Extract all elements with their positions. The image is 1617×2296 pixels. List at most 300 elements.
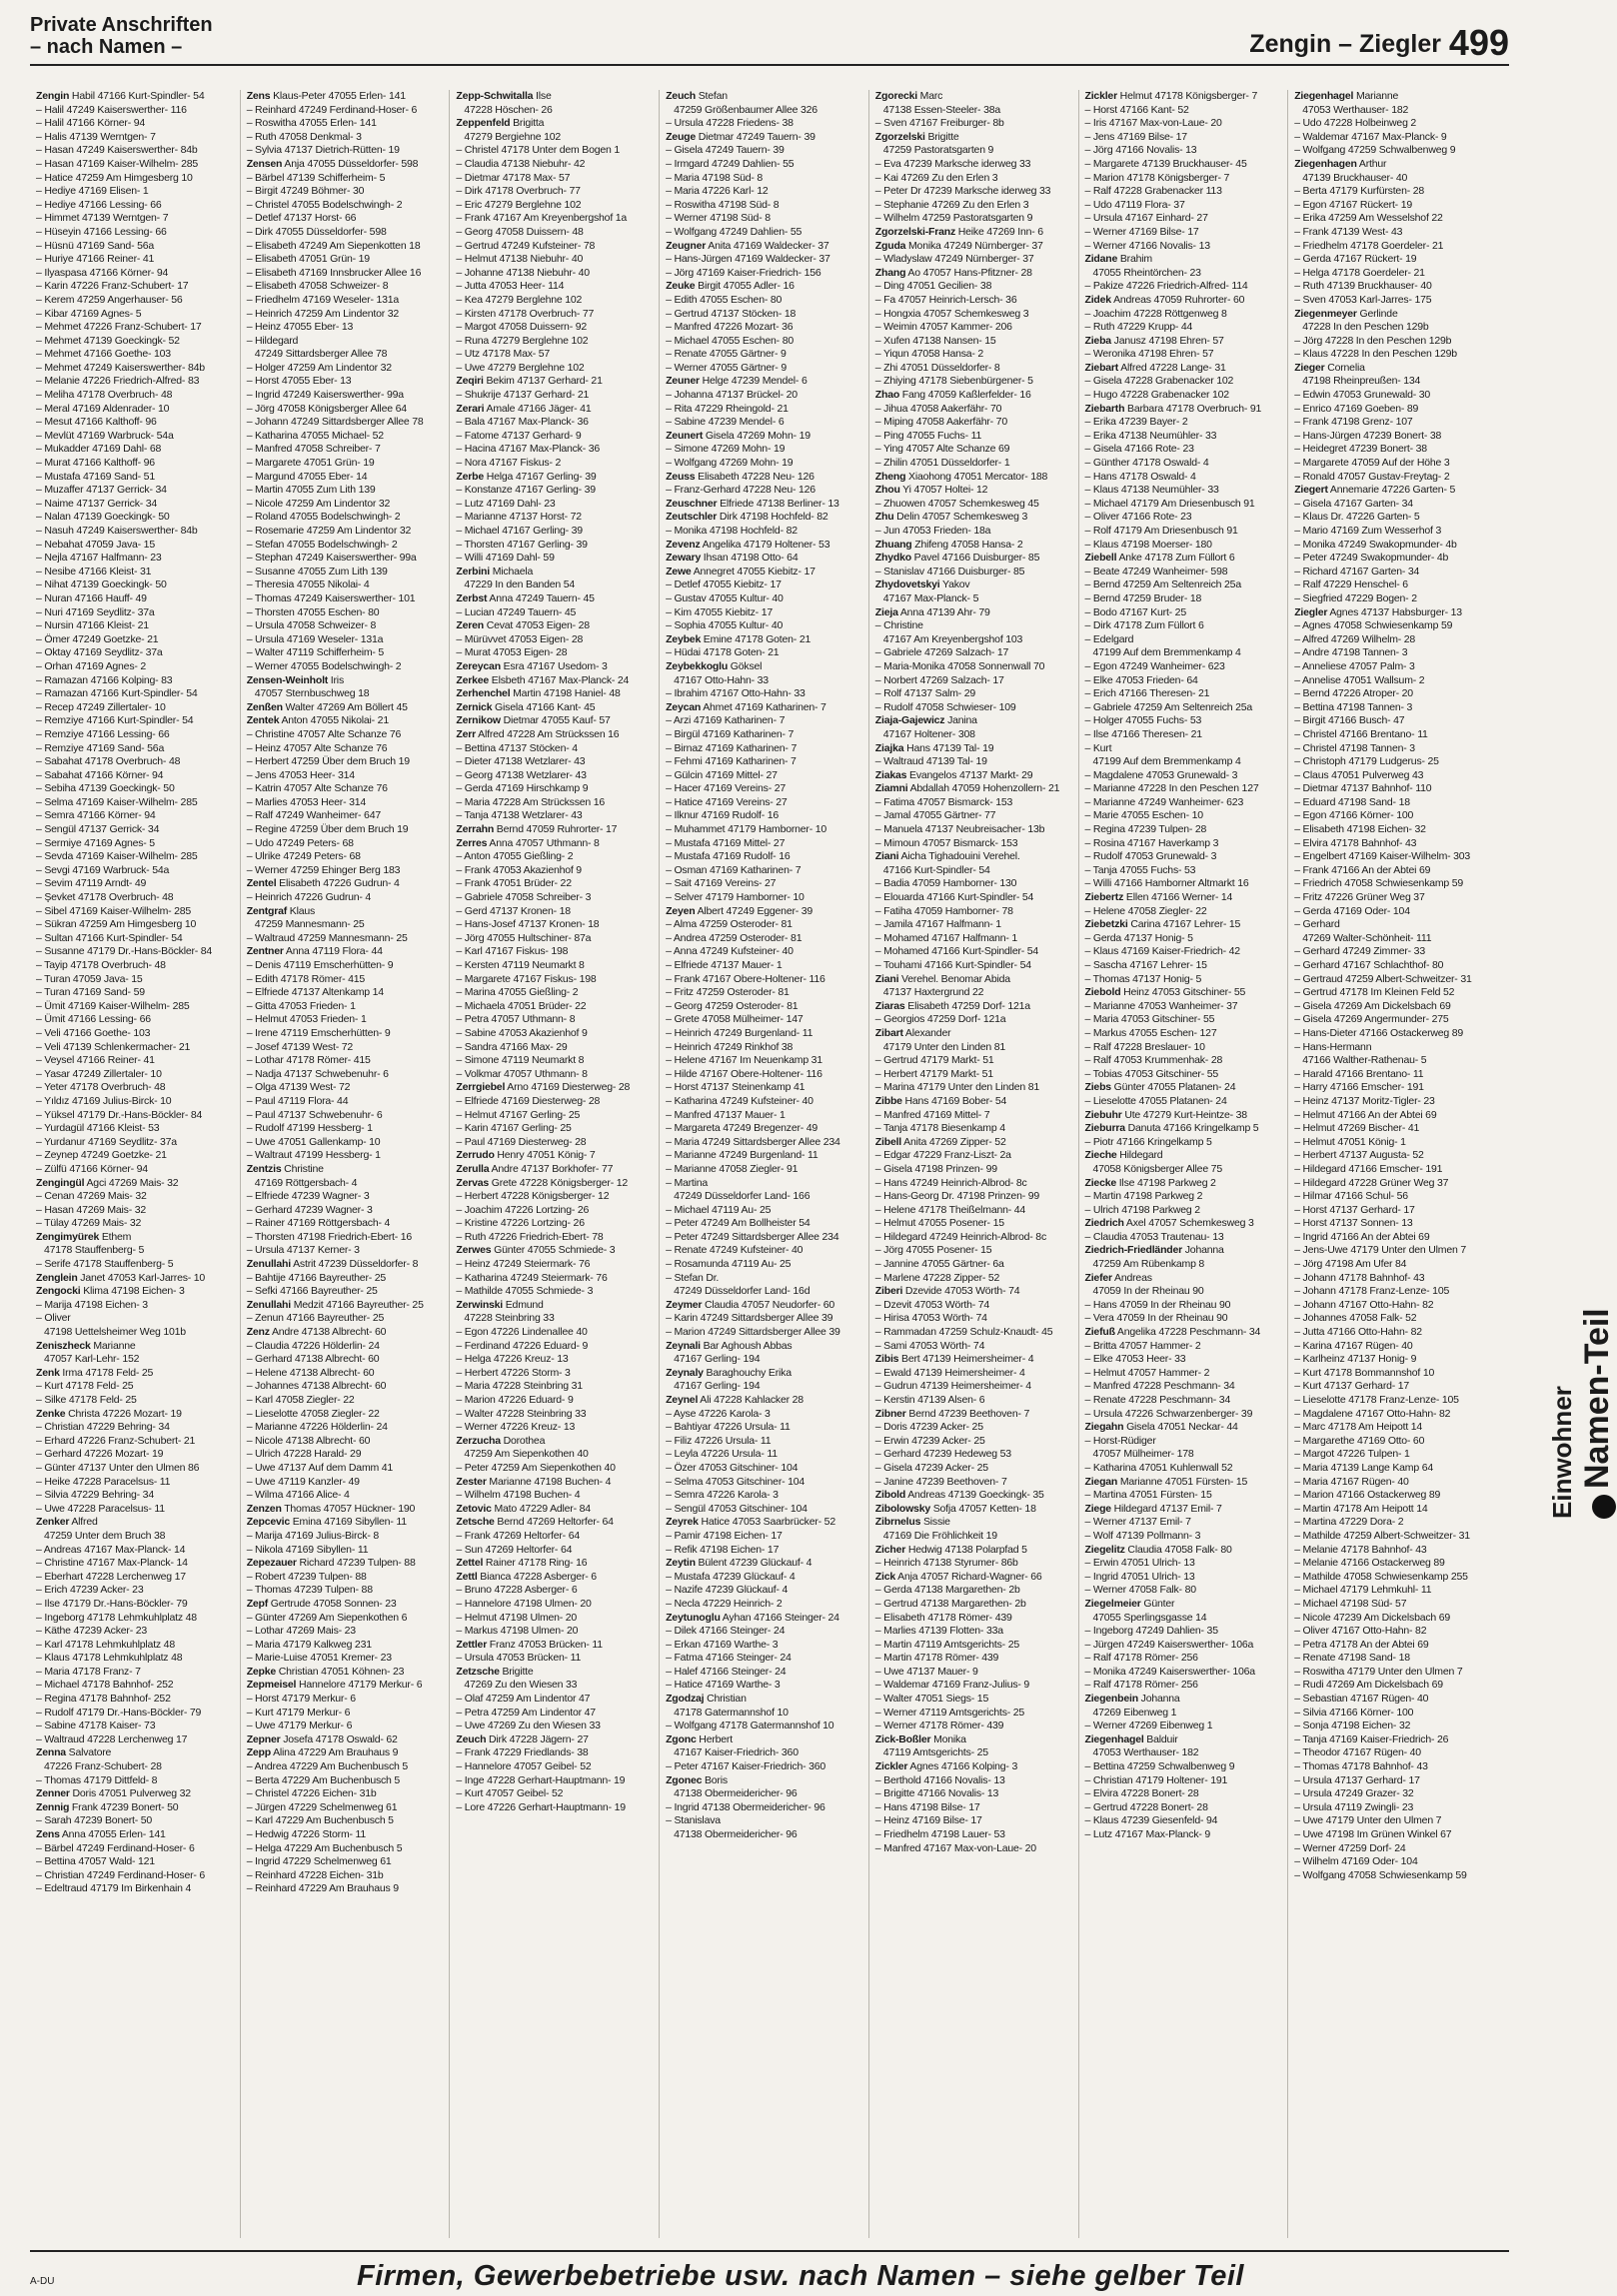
directory-entry: – Katharina 47055 Michael- 52 xyxy=(246,429,384,442)
directory-entry: 47167 Gerling- 194 xyxy=(674,1380,761,1393)
directory-entry: – Hildegard 47228 Grüner Weg 37 xyxy=(1294,1176,1449,1189)
directory-entry: – Ingeborg 47249 Dahlien- 35 xyxy=(1084,1625,1218,1638)
directory-entry: – Uwe 47198 Im Grünen Winkel 67 xyxy=(1294,1828,1452,1840)
directory-entry: – Gerhard 47249 Zimmer- 33 xyxy=(1294,945,1425,958)
directory-entry: – Martin 47198 Parkweg 2 xyxy=(1084,1190,1203,1203)
directory-entry: – Margarete 47051 Grün- 19 xyxy=(246,457,375,470)
directory-entry: – Marina 47179 Unter den Linden 81 xyxy=(874,1081,1040,1094)
directory-entry: – Hilde 47167 Obere-Holtener- 116 xyxy=(666,1067,822,1080)
directory-entry: – Doris 47239 Acker- 25 xyxy=(874,1421,983,1434)
directory-entry: – Nadja 47137 Schwebenuhr- 6 xyxy=(246,1067,389,1080)
directory-entry: – Herbert 47226 Storm- 3 xyxy=(456,1366,571,1379)
directory-entry: Zhuang Zhifeng 47058 Hansa- 2 xyxy=(874,538,1023,551)
directory-entry: Zeniszheck Marianne xyxy=(36,1339,136,1352)
directory-entry: – Manfred 47226 Mozart- 36 xyxy=(666,321,794,334)
directory-entry: 47119 Amtsgerichts- 25 xyxy=(882,1746,988,1759)
directory-entry: – Marija 47198 Eichen- 3 xyxy=(36,1298,148,1311)
directory-entry: – Pakize 47226 Friedrich-Alfred- 114 xyxy=(1084,280,1248,293)
directory-entry: – Gustav 47055 Kultur- 40 xyxy=(666,591,784,604)
directory-entry: – Olaf 47259 Am Lindentor 47 xyxy=(456,1693,591,1706)
directory-entry: – Olga 47139 West- 72 xyxy=(246,1081,351,1094)
directory-entry: – Karin 47167 Gerling- 25 xyxy=(456,1122,572,1135)
directory-entry: – Marija 47169 Julius-Birck- 8 xyxy=(246,1529,379,1542)
directory-entry: – Selma 47169 Kaiser-Wilhelm- 285 xyxy=(36,795,198,808)
directory-entry: Zenna Salvatore xyxy=(36,1746,112,1759)
directory-entry: – Ying 47057 Alte Schanze 69 xyxy=(874,443,1010,456)
directory-entry: Zettler Franz 47053 Brücken- 11 xyxy=(456,1638,603,1651)
directory-entry: 47167 Holtener- 308 xyxy=(882,727,975,740)
directory-entry: – Hirisa 47053 Wörth- 74 xyxy=(874,1312,987,1325)
directory-entry: Zeytin Bülent 47239 Glückauf- 4 xyxy=(666,1557,812,1570)
directory-entry: – Werner 47178 Römer- 439 xyxy=(874,1720,1004,1732)
directory-entry: 47178 Gatermannshof 10 xyxy=(674,1706,789,1719)
directory-entry: – Reinhard 47229 Am Brauhaus 9 xyxy=(246,1882,399,1895)
directory-entry: – Marion 47178 Königsberger- 7 xyxy=(1084,171,1230,184)
directory-entry: – Yasar 47249 Zillertaler- 10 xyxy=(36,1067,162,1080)
directory-entry: – Lieselotte 47178 Franz-Lenze- 105 xyxy=(1294,1394,1459,1406)
section-title-line1: Private Anschriften xyxy=(30,14,213,36)
directory-entry: – Fritz 47226 Grüner Weg 37 xyxy=(1294,891,1425,904)
directory-entry: Ziedrich-Friedländer Johanna xyxy=(1084,1244,1224,1257)
directory-entry: Zengimyürek Ethem xyxy=(36,1230,132,1243)
directory-entry: – Kerem 47259 Angerhauser- 56 xyxy=(36,293,183,306)
directory-entry: – Sven 47167 Freiburger- 8b xyxy=(874,117,1004,130)
directory-entry: Zeunert Gisela 47269 Mohn- 19 xyxy=(666,429,810,442)
directory-entry: – Nicole 47138 Albrecht- 60 xyxy=(246,1434,371,1447)
directory-entry: – Sebiha 47139 Goeckingk- 50 xyxy=(36,782,175,795)
directory-entry: – Kristine 47226 Lortzing- 26 xyxy=(456,1217,585,1230)
directory-entry: Ziegenmeyer Gerlinde xyxy=(1294,307,1398,320)
directory-entry: – Anton 47055 Gießling- 2 xyxy=(456,850,574,863)
directory-entry: Ziegan Marianne 47051 Fürsten- 15 xyxy=(1084,1475,1248,1488)
directory-entry: – Uwe 47137 Mauer- 9 xyxy=(874,1665,978,1678)
directory-entry: Ziebuhr Ute 47279 Kurt-Heintze- 38 xyxy=(1084,1108,1247,1121)
directory-entry: – Werner 47055 Gärtner- 9 xyxy=(666,361,787,374)
directory-entry: – Karin 47249 Sittardsberger Allee 39 xyxy=(666,1312,833,1325)
directory-entry: – Horst 47055 Eber- 13 xyxy=(246,375,352,388)
directory-entry: Zgonc Herbert xyxy=(666,1732,733,1745)
directory-entry: – Katharina 47051 Kuhlenwall 52 xyxy=(1084,1461,1233,1474)
directory-entry: – Meral 47169 Aldenrader- 10 xyxy=(36,402,170,415)
directory-entry: – Serife 47178 Stauffenberg- 5 xyxy=(36,1258,174,1271)
directory-entry: – Jürgen 47249 Kaiserswerther- 106a xyxy=(1084,1638,1254,1651)
directory-entry: – Heinrich 47138 Styrumer- 86b xyxy=(874,1557,1018,1570)
directory-entry: – Roswitha 47198 Süd- 8 xyxy=(666,198,780,211)
directory-entry: Zenker Alfred xyxy=(36,1516,98,1529)
directory-entry: – Renate 47228 Peschmann- 34 xyxy=(1084,1394,1231,1406)
directory-entry: 47059 In der Rheinau 90 xyxy=(1092,1285,1204,1298)
directory-entry: – Sengül 47053 Gitschiner- 104 xyxy=(666,1502,808,1515)
directory-entry: – Remziye 47166 Kurt-Spindler- 54 xyxy=(36,714,194,727)
directory-entry: – Jörg 47169 Kaiser-Friedrich- 156 xyxy=(666,266,821,279)
directory-entry: – Silvia 47166 Körner- 100 xyxy=(1294,1706,1414,1719)
directory-entry: – Waltraud 47228 Lerchenweg 17 xyxy=(36,1732,188,1745)
directory-entry: – Maria 47228 Am Strückssen 16 xyxy=(456,795,606,808)
directory-entry: – Elvira 47228 Bonert- 28 xyxy=(1084,1787,1199,1800)
directory-entry: Zens Anna 47055 Erlen- 141 xyxy=(36,1828,166,1840)
directory-entry: – Marion 47166 Ostackerweg 89 xyxy=(1294,1489,1441,1502)
directory-entry: – Maria 47179 Kalkweg 231 xyxy=(246,1638,372,1651)
directory-entry: – Semra 47226 Karola- 3 xyxy=(666,1489,779,1502)
directory-entry: – Wolfgang 47269 Mohn- 19 xyxy=(666,457,794,470)
directory-entry: – Ulrike 47249 Peters- 68 xyxy=(246,850,361,863)
directory-entry: – Wilhelm 47169 Oder- 104 xyxy=(1294,1855,1418,1868)
directory-entry: – Elfriede 47169 Diesterweg- 28 xyxy=(456,1094,601,1107)
directory-entry: – Nasuh 47249 Kaiserswerther- 84b xyxy=(36,525,198,537)
directory-entry: – Ilse 47166 Theresen- 21 xyxy=(1084,727,1202,740)
directory-entry: – Werner 47259 Dorf- 24 xyxy=(1294,1841,1406,1854)
directory-entry: Zgorzelski-Franz Heike 47269 Inn- 6 xyxy=(874,225,1043,238)
directory-entry: – Erich 47166 Theresen- 21 xyxy=(1084,687,1210,700)
directory-entry: – Frank 47229 Friedlands- 38 xyxy=(456,1746,589,1759)
directory-entry: – Gerda 47138 Margarethen- 2b xyxy=(874,1584,1020,1597)
directory-entry: – Helene 47138 Albrecht- 60 xyxy=(246,1366,375,1379)
directory-entry: – Gisela 47198 Prinzen- 99 xyxy=(874,1162,997,1175)
directory-entry: – Halil 47166 Körner- 94 xyxy=(36,117,146,130)
directory-entry: 47167 Max-Planck- 5 xyxy=(882,591,979,604)
directory-entry: – Friedrich 47058 Schwiesenkamp 59 xyxy=(1294,877,1464,890)
directory-entry: 47229 In den Banden 54 xyxy=(464,578,576,591)
directory-entry: – Marie 47055 Eschen- 10 xyxy=(1084,809,1203,822)
directory-entry: – Halef 47166 Steinger- 24 xyxy=(666,1665,787,1678)
directory-entry: – Paul 47119 Flora- 44 xyxy=(246,1094,349,1107)
directory-entry: – Sermiye 47169 Agnes- 5 xyxy=(36,836,155,849)
directory-entry: – Claudia 47226 Hölderlin- 24 xyxy=(246,1339,380,1352)
directory-entry: – Sevgi 47169 Warbruck- 54a xyxy=(36,863,170,876)
directory-entry: 47057 Karl-Lehr- 152 xyxy=(44,1353,140,1366)
page-header xyxy=(0,0,1601,66)
directory-entry: – Ramazan 47166 Kolping- 83 xyxy=(36,673,173,686)
directory-entry: Zensen-Weinholt Iris xyxy=(246,673,344,686)
header-rule xyxy=(30,64,1509,66)
directory-entry: 47167 Am Kreyenbergshof 103 xyxy=(882,632,1023,645)
directory-entry: Zenßen Walter 47269 Am Böllert 45 xyxy=(246,700,408,713)
directory-entry: – Denis 47119 Emscherhütten- 9 xyxy=(246,959,394,971)
directory-entry: – Oktay 47169 Seydlitz- 37a xyxy=(36,646,163,659)
directory-entry: – Hans 47059 In der Rheinau 90 xyxy=(1084,1298,1231,1311)
directory-entry: – Monika 47249 Swakopmunder- 4b xyxy=(1294,538,1457,551)
directory-entry: – Heinz 47249 Steiermark- 76 xyxy=(456,1258,591,1271)
directory-entry: – Gertrud 47178 Im Kleinen Feld 52 xyxy=(1294,986,1455,999)
directory-entry: – Werner 47137 Emil- 7 xyxy=(1084,1516,1191,1529)
directory-entry: – Birgit 47166 Busch- 47 xyxy=(1294,714,1405,727)
directory-column xyxy=(30,90,238,2238)
directory-entry: 47138 Essen-Steeler- 38a xyxy=(882,103,1000,116)
directory-entry: – Fatima 47057 Bismarck- 153 xyxy=(874,795,1013,808)
directory-entry: – Nursin 47166 Kleist- 21 xyxy=(36,619,149,632)
directory-entry: – Thomas 47239 Tulpen- 88 xyxy=(246,1584,373,1597)
directory-column xyxy=(449,90,658,2238)
directory-entry: – Edgar 47229 Franz-Liszt- 2a xyxy=(874,1149,1011,1162)
directory-entry: – Paul 47137 Schwebenuhr- 6 xyxy=(246,1108,383,1121)
directory-entry: – Michael 47178 Bahnhof- 252 xyxy=(36,1679,174,1692)
directory-entry: – Hans-Hermann xyxy=(1294,1040,1372,1053)
directory-entry: – Hatice 47259 Am Himgesberg 10 xyxy=(36,171,193,184)
directory-entry: – Birnaz 47169 Katharinen- 7 xyxy=(666,741,798,754)
directory-entry: – Turan 47059 Java- 15 xyxy=(36,972,143,985)
directory-entry: – Hüseyin 47166 Lessing- 66 xyxy=(36,225,167,238)
directory-entry: – Mario 47169 Zum Wesserhof 3 xyxy=(1294,525,1442,537)
directory-entry: – Engelbert 47169 Kaiser-Wilhelm- 303 xyxy=(1294,850,1471,863)
directory-entry: – Helmut 47138 Niebuhr- 40 xyxy=(456,253,584,266)
directory-entry: – Grete 47058 Mülheimer- 147 xyxy=(666,1013,804,1026)
directory-entry: – Sylvia 47137 Dietrich-Rütten- 19 xyxy=(246,144,400,157)
directory-entry: 47198 Uettelsheimer Weg 101b xyxy=(44,1326,186,1339)
directory-entry: – Friedhelm 47198 Lauer- 53 xyxy=(874,1828,1005,1840)
directory-entry: Zidek Andreas 47059 Ruhrorter- 60 xyxy=(1084,293,1245,306)
directory-entry: – Erhard 47226 Franz-Schubert- 21 xyxy=(36,1434,196,1447)
directory-entry: 47169 Die Fröhlichkeit 19 xyxy=(882,1529,997,1542)
directory-entry: Zettl Bianca 47228 Asberger- 6 xyxy=(456,1570,597,1583)
directory-entry: – Maria 47249 Sittardsberger Allee 234 xyxy=(666,1135,840,1148)
directory-entry: – Georg 47058 Duissern- 48 xyxy=(456,225,584,238)
directory-entry: – Walter 47051 Siegs- 15 xyxy=(874,1693,989,1706)
directory-entry: – Tülay 47269 Mais- 32 xyxy=(36,1217,142,1230)
directory-entry: Zennig Frank 47239 Bonert- 50 xyxy=(36,1800,179,1813)
directory-entry: Ziefer Andreas xyxy=(1084,1271,1152,1284)
directory-entry: – Dzevit 47053 Wörth- 74 xyxy=(874,1298,990,1311)
directory-entry: – Ruth 47058 Denkmal- 3 xyxy=(246,130,362,143)
directory-entry: – Elfriede 47137 Altenkamp 14 xyxy=(246,986,384,999)
directory-entry: – Martina xyxy=(666,1176,709,1189)
directory-entry: Ziaja-Gajewicz Janina xyxy=(874,714,977,727)
directory-entry: – Ralf 47053 Krummenhak- 28 xyxy=(1084,1054,1223,1067)
directory-entry: Zeugner Anita 47169 Waldecker- 37 xyxy=(666,239,829,252)
directory-entry: – Werner 47166 Novalis- 13 xyxy=(1084,239,1210,252)
directory-entry: – Dieter 47138 Wetzlarer- 43 xyxy=(456,755,586,768)
directory-entry: – Berta 47229 Am Buchenbusch 5 xyxy=(246,1773,401,1786)
directory-entry: – Horst-Rüdiger xyxy=(1084,1434,1156,1447)
directory-entry: – Elke 47053 Frieden- 64 xyxy=(1084,673,1198,686)
directory-entry: 47167 Gerling- 194 xyxy=(674,1353,761,1366)
directory-entry: – Manfred 47169 Mittel- 7 xyxy=(874,1108,990,1121)
directory-entry: – Willi 47166 Hamborner Altmarkt 16 xyxy=(1084,877,1249,890)
directory-entry: – Petra 47178 An der Abtei 69 xyxy=(1294,1638,1429,1651)
directory-entry: – Mehmet 47249 Kaiserswerther- 84b xyxy=(36,361,205,374)
directory-entry: Zeycan Ahmet 47169 Katharinen- 7 xyxy=(666,700,826,713)
directory-entry: – Sabahat 47166 Körner- 94 xyxy=(36,768,164,781)
directory-entry: – Tanja 47138 Wetzlarer- 43 xyxy=(456,809,583,822)
directory-entry: – Gerda 47169 Oder- 104 xyxy=(1294,904,1410,917)
directory-entry: – Rudi 47269 Am Dickelsbach 69 xyxy=(1294,1679,1443,1692)
directory-entry: – Stanislav 47166 Duisburger- 85 xyxy=(874,565,1025,577)
directory-entry: – Christian 47229 Behring- 34 xyxy=(36,1421,170,1434)
directory-entry: – Alma 47259 Osteroder- 81 xyxy=(666,918,793,931)
directory-entry: – Wolfgang 47259 Schwalbenweg 9 xyxy=(1294,144,1456,157)
directory-entry: – Sebastian 47167 Rügen- 40 xyxy=(1294,1693,1429,1706)
footer-rule xyxy=(30,2250,1509,2252)
directory-entry: – Cenan 47269 Mais- 32 xyxy=(36,1190,147,1203)
directory-entry: – Iris 47167 Max-von-Laue- 20 xyxy=(1084,117,1222,130)
directory-entry: – Turan 47169 Sand- 59 xyxy=(36,986,145,999)
directory-entry: – Jens 47169 Bilse- 17 xyxy=(1084,130,1187,143)
directory-entry: – Jürgen 47229 Schelmenweg 61 xyxy=(246,1800,398,1813)
directory-entry: – Christine xyxy=(874,619,923,632)
directory-entry: 47269 Walter-Schönheit- 111 xyxy=(1302,931,1432,944)
directory-entry: – Jannine 47055 Gärtner- 6a xyxy=(874,1258,1004,1271)
directory-entry: – Norbert 47269 Salzach- 17 xyxy=(874,673,1004,686)
directory-entry: – Waltraud 47139 Tal- 19 xyxy=(874,755,987,768)
directory-entry: – Sarah 47239 Bonert- 50 xyxy=(36,1814,153,1827)
directory-entry: Zetzsche Brigitte xyxy=(456,1665,534,1678)
directory-entry: – Stephanie 47269 Zu den Erlen 3 xyxy=(874,198,1029,211)
directory-entry: – Eva 47239 Marksche iderweg 33 xyxy=(874,157,1031,170)
directory-entry: – Hüsnü 47169 Sand- 56a xyxy=(36,239,154,252)
directory-entry: – Gertrud 47137 Stöcken- 18 xyxy=(666,307,797,320)
directory-entry: – Nicole 47259 Am Lindentor 32 xyxy=(246,497,391,510)
directory-entry: – Fatome 47137 Gerhard- 9 xyxy=(456,429,582,442)
directory-entry: – Gisela 47239 Acker- 25 xyxy=(874,1461,988,1474)
directory-entry: – Necla 47229 Heinrich- 2 xyxy=(666,1597,783,1610)
directory-entry: – Sultan 47166 Kurt-Spindler- 54 xyxy=(36,931,183,944)
directory-entry: – Karl 47178 Lehmkuhlplatz 48 xyxy=(36,1638,175,1651)
directory-entry: – Ralf 47178 Römer- 256 xyxy=(1084,1679,1198,1692)
directory-entry: Ziani Verehel. Benomar Abida xyxy=(874,972,1010,985)
directory-entry: – Nebahat 47059 Java- 15 xyxy=(36,538,155,551)
directory-entry: – Hannelore 47057 Geibel- 52 xyxy=(456,1760,592,1773)
directory-entry: – Elouarda 47166 Kurt-Spindler- 54 xyxy=(874,891,1034,904)
directory-entry: – Egon 47226 Lindenallee 40 xyxy=(456,1326,588,1339)
directory-entry: – Rudolf 47053 Grunewald- 3 xyxy=(1084,850,1217,863)
directory-entry: – Mustafa 47169 Sand- 51 xyxy=(36,470,155,483)
directory-entry: Zeuch Dirk 47228 Jägern- 27 xyxy=(456,1732,589,1745)
directory-entry: – Gabriele 47269 Salzach- 17 xyxy=(874,646,1009,659)
directory-entry: – Horst 47166 Kant- 52 xyxy=(1084,103,1189,116)
directory-entry: – Oliver 47166 Rote- 23 xyxy=(1084,511,1192,524)
directory-entry: – Margarete 47139 Bruckhauser- 45 xyxy=(1084,157,1247,170)
directory-entry: – Jörg 47055 Posener- 15 xyxy=(874,1244,992,1257)
directory-entry: Zgorecki Marc xyxy=(874,90,943,102)
directory-entry: – Erika 47138 Neumühler- 33 xyxy=(1084,429,1217,442)
directory-entry: – Kirsten 47178 Overbruch- 77 xyxy=(456,307,595,320)
directory-entry: – Klaus 47138 Neumühler- 33 xyxy=(1084,484,1219,497)
directory-entry: – Touhami 47166 Kurt-Spindler- 54 xyxy=(874,959,1031,971)
directory-entry: – Himmet 47139 Werntgen- 7 xyxy=(36,212,169,225)
directory-entry: – Yüksel 47179 Dr.-Hans-Böckler- 84 xyxy=(36,1108,203,1121)
directory-entry: – Weimin 47057 Kammer- 206 xyxy=(874,321,1012,334)
directory-entry: – Markus 47055 Eschen- 127 xyxy=(1084,1026,1217,1039)
directory-entry: – Bahtije 47166 Bayreuther- 25 xyxy=(246,1271,387,1284)
directory-entry: – Sait 47169 Vereins- 27 xyxy=(666,877,777,890)
directory-entry: – Anna 47249 Kufsteiner- 40 xyxy=(666,945,794,958)
directory-entry: – Kurt 47057 Geibel- 52 xyxy=(456,1787,564,1800)
directory-entry: – Yurdanur 47169 Seydlitz- 37a xyxy=(36,1135,177,1148)
directory-entry: – Gerhard xyxy=(1294,918,1340,931)
directory-entry: Zeynali Bar Aghoush Abbas xyxy=(666,1339,793,1352)
directory-entry: – Gerda 47167 Rückert- 19 xyxy=(1294,253,1417,266)
directory-entry: – Inge 47228 Gerhart-Hauptmann- 19 xyxy=(456,1773,626,1786)
directory-entry: Ziegahn Gisela 47051 Neckar- 44 xyxy=(1084,1421,1238,1434)
directory-entry: – Marie-Luise 47051 Kremer- 23 xyxy=(246,1652,392,1665)
directory-entry: – Özer 47053 Gitschiner- 104 xyxy=(666,1461,799,1474)
directory-entry: – Karina 47167 Rügen- 40 xyxy=(1294,1339,1413,1352)
directory-entry: – Muzaffer 47137 Gerrick- 34 xyxy=(36,484,167,497)
directory-entry: – Petra 47259 Am Lindentor 47 xyxy=(456,1706,596,1719)
directory-entry: – Dirk 47055 Düsseldorfer- 598 xyxy=(246,225,387,238)
directory-entry: Zernikow Dietmar 47055 Kauf- 57 xyxy=(456,714,611,727)
directory-entry: Zeppenfeld Brigitta xyxy=(456,117,545,130)
directory-entry: – Sengül 47137 Gerrick- 34 xyxy=(36,823,160,836)
directory-entry: – Rita 47229 Rheingold- 21 xyxy=(666,402,789,415)
directory-entry: – Martina 47051 Fürsten- 15 xyxy=(1084,1489,1212,1502)
directory-entry: – Helga 47178 Goerdeler- 21 xyxy=(1294,266,1425,279)
directory-entry: – Sonja 47198 Eichen- 32 xyxy=(1294,1720,1411,1732)
directory-entry: – Waltraut 47199 Hessberg- 1 xyxy=(246,1149,381,1162)
directory-entry: – Dietmar 47137 Bahnhof- 110 xyxy=(1294,782,1432,795)
directory-entry: – Naime 47137 Gerrick- 34 xyxy=(36,497,158,510)
directory-entry: – Elfriede 47137 Mauer- 1 xyxy=(666,959,783,971)
directory-entry: Zerrgiebel Arno 47169 Diesterweg- 28 xyxy=(456,1081,631,1094)
directory-entry: – Shukrije 47137 Gerhard- 21 xyxy=(456,389,590,402)
directory-entry: – Ramazan 47166 Kurt-Spindler- 54 xyxy=(36,687,198,700)
directory-entry: Zester Marianne 47198 Buchen- 4 xyxy=(456,1475,612,1488)
directory-entry: – Ursula 47167 Einhard- 27 xyxy=(1084,212,1208,225)
section-title xyxy=(30,14,213,58)
directory-entry: – Mimoun 47057 Bismarck- 153 xyxy=(874,836,1018,849)
directory-entry: – Frank 47198 Grenz- 107 xyxy=(1294,416,1413,429)
directory-entry: Zieja Anna 47139 Ahr- 79 xyxy=(874,605,990,618)
directory-entry: Zeuge Dietmar 47249 Tauern- 39 xyxy=(666,130,815,143)
directory-entry: – Kurt 47179 Merkur- 6 xyxy=(246,1706,351,1719)
directory-entry: – Stefan 47055 Bodelschwingh- 2 xyxy=(246,538,398,551)
directory-entry: – Sükran 47259 Am Himgesberg 10 xyxy=(36,918,197,931)
directory-entry: Zhao Fang 47059 Kaßlerfelder- 16 xyxy=(874,389,1031,402)
directory-entry: 47259 Am Rübenkamp 8 xyxy=(1092,1258,1205,1271)
directory-entry: 47169 Röttgersbach- 4 xyxy=(254,1176,358,1189)
directory-column xyxy=(1287,90,1496,2238)
directory-entry: Zeuke Birgit 47055 Adler- 16 xyxy=(666,280,795,293)
directory-entry: Zengocki Klima 47198 Eichen- 3 xyxy=(36,1285,185,1298)
directory-entry: – Marion 47226 Eduard- 9 xyxy=(456,1394,574,1406)
page-number: 499 xyxy=(1448,22,1509,63)
directory-entry: – Johann 47178 Bahnhof- 43 xyxy=(1294,1271,1425,1284)
directory-entry: – Bärbel 47139 Schifferheim- 5 xyxy=(246,171,386,184)
directory-entry: – Gertrud 47249 Kufsteiner- 78 xyxy=(456,239,596,252)
directory-entry: – Helmut 47198 Ulmen- 20 xyxy=(456,1611,578,1624)
directory-entry: – Ralf 47229 Henschel- 6 xyxy=(1294,578,1408,591)
directory-entry: – Kai 47269 Zu den Erlen 3 xyxy=(874,171,998,184)
directory-entry: – Edeltraud 47179 Im Birkenhain 4 xyxy=(36,1882,192,1895)
directory-entry: – Marianne 47249 Burgenland- 11 xyxy=(666,1149,818,1162)
directory-entry: – Christian 47179 Holtener- 191 xyxy=(1084,1773,1228,1786)
directory-entry: 47167 Otto-Hahn- 33 xyxy=(674,673,769,686)
directory-entry: – Roswitha 47179 Unter den Ulmen 7 xyxy=(1294,1665,1463,1678)
directory-entry: – Claudia 47053 Trautenau- 13 xyxy=(1084,1230,1224,1243)
directory-entry: – Gisela 47166 Rote- 23 xyxy=(1084,443,1194,456)
directory-entry: – Heinz 47137 Moritz-Tigler- 23 xyxy=(1294,1094,1435,1107)
directory-entry: Zenullahi Astrit 47239 Düsseldorfer- 8 xyxy=(246,1258,419,1271)
directory-entry: 47055 Rheintörchen- 23 xyxy=(1092,266,1201,279)
directory-entry: – Margot 47058 Duissern- 92 xyxy=(456,321,587,334)
directory-entry: – Herbert 47179 Markt- 51 xyxy=(874,1067,993,1080)
directory-entry: – Peter 47249 Am Bollheister 54 xyxy=(666,1217,810,1230)
directory-entry: – Heinz 47057 Alte Schanze 76 xyxy=(246,741,388,754)
directory-entry: – Wolf 47139 Pollmann- 3 xyxy=(1084,1529,1201,1542)
directory-entry: – Uwe 47051 Gallenkamp- 10 xyxy=(246,1135,381,1148)
directory-entry: Zetovic Mato 47229 Adler- 84 xyxy=(456,1502,591,1515)
directory-entry: – Marianne 47249 Wanheimer- 623 xyxy=(1084,795,1244,808)
directory-entry: Zhang Ao 47057 Hans-Pfitzner- 28 xyxy=(874,266,1032,279)
directory-entry: – Meliha 47178 Overbruch- 48 xyxy=(36,389,173,402)
directory-entry: – Nora 47167 Fiskus- 2 xyxy=(456,457,562,470)
directory-entry: – Werner 47198 Süd- 8 xyxy=(666,212,771,225)
directory-entry: – Hatice 47169 Warthe- 3 xyxy=(666,1679,781,1692)
directory-entry: – Stephan 47249 Kaiserswerther- 99a xyxy=(246,552,417,565)
directory-entry: Zerari Amale 47166 Jäger- 41 xyxy=(456,402,592,415)
directory-entry: – Michael 47179 Lehmkuhl- 11 xyxy=(1294,1584,1432,1597)
directory-column xyxy=(240,90,449,2238)
directory-entry: – Maria 47228 Steinbring 31 xyxy=(456,1380,583,1393)
